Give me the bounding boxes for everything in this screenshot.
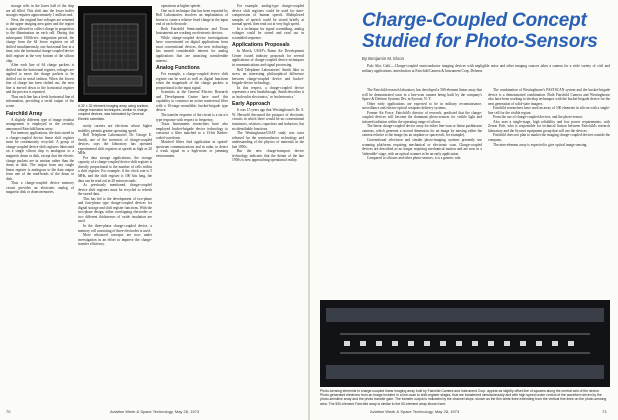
page-footer: Aviation Week & Space Technology, May 28, 1973 bbox=[370, 409, 460, 414]
intro-paragraph bbox=[362, 64, 610, 86]
section-heading: Analog Functions bbox=[156, 65, 200, 72]
paragraph: Other early applications are expected to be in military reconnaissance, surveillance and electro-optical weapons delivery systems. bbox=[362, 101, 482, 111]
paragraph: This has led to the development of two-phase and four-phase type charge-coupled devices for digital storage and shift register functions. With the two-phase design, either overlapping electrodes or two different thicknesses of oxide insulation are used. bbox=[78, 196, 152, 224]
paragraph: storage cells in the lower half of the chip are all filled. This shift into the lower buffer storages requires approximately 1 millisecond. bbox=[6, 4, 74, 18]
paragraph: One such technique that has been reported by Bell Laboratories involves an implantation of boron to create a relative fixed charge in the input end of each electrode. bbox=[156, 8, 228, 27]
byline: By Benjamin M. Elson bbox=[362, 56, 405, 61]
paragraph: Former Air Force, Fairchild's director of research, predicted that the charge-coupled devices will become the dominant photo-sensors for visible light and infrared radiation within the operating range of silicon. bbox=[362, 110, 482, 124]
paragraph: For example, a charge-coupled device shift register can be used as well as digital functions when the magnitude of the charge packets is proportional to the input signal. bbox=[156, 72, 228, 90]
left-page bbox=[0, 0, 308, 420]
paragraph: A slightly different type of image readout arrangement is employed in the recently announced Fairchild linear array. bbox=[6, 117, 74, 131]
linear-array-photo bbox=[320, 300, 610, 387]
paragraph: Texas Instruments researchers have also employed bucket-brigade device technology to construct a filter matched to a 13-bit Barker-coded waveform. bbox=[156, 122, 228, 140]
paragraph: In a technique for signal scrambling, analog voltages could be stored and read out in scrambled sequence. bbox=[232, 26, 304, 40]
page-number: 70 bbox=[6, 409, 11, 414]
left-col-4 bbox=[232, 4, 304, 404]
paragraph: As previously mentioned, charge-coupled device shift registers must be recycled to refresh the stored data. bbox=[78, 183, 152, 197]
left-col-3 bbox=[156, 4, 228, 404]
paragraph: The Fairchild research laboratory has developed a 500-element linear array that will be demonstrated soon in a line-scan camera being built by the company's Space & Defense Systems Div. in Syosset, N. Y. bbox=[362, 88, 482, 102]
paragraph: The transfer response of the circuit is a sin x/x type response with respect to frequency. bbox=[156, 113, 228, 122]
paragraph: Next, the original line voltages are returned to the upper imaging area gates and the region is again allowed to collect charge in proportion to the illumination on each cell. During this subsequent 1/60th-sec. integration period, the charge from the 64 lower registers on all shifted simultaneously, one horizontal line at a time, into the horizontal charge-coupled device shift register at the very bottom of the silicon chip. bbox=[6, 17, 74, 63]
paragraph: Thus each line has a fresh horizontal line of information, providing a serial output of the scene. bbox=[6, 94, 74, 109]
imaging-array-figure bbox=[78, 6, 152, 102]
paragraph: It was 15 years ago that Westinghouse's Dr. S. W. Herwald discussed the prospect of electronic circuits in which there would be no conventional transistors, resistors, capacitors and inductors, but no identifiable functions. bbox=[232, 108, 304, 131]
paragraph: Fairchild researchers have used an array of 100 elements in silicon with a single-line cell for the visible region. bbox=[488, 106, 610, 115]
paragraph: Matched filters find application in spread-spectrum communications and in radar, to detect a weak signal in a high-noise or jamming environment. bbox=[156, 140, 228, 158]
paragraph: Bell Telephone Laboratories' Smith likes to stress an interesting philosophical difference between charge-coupled device and bucket-brigade device technology. bbox=[232, 67, 304, 86]
paragraph: For memory applications, the data stored in a charge-coupled device linear shift register must be continuously recycled. A group of charge-coupled device shift registers fabricated on a single silicon chip is analogous to a magnetic drum or disk, except that the electric charge packets are in motion rather than the drum or disk. The output from any single linear register is analogous to the data output from one of the read-heads of the drum or disk. bbox=[6, 131, 74, 181]
paragraph: While charge-coupled device investigations have concentrated on digital applications from most conventional devices, the new technology has earned considerable interest for analog applications that are attracting considerable interest. bbox=[156, 35, 228, 63]
paragraph: In the three-phase charge-coupled device, a memory cell consisting of three electrodes is used. bbox=[78, 224, 152, 233]
paragraph: But the new charge-transport device technology indicates that the dream of the late 1950s is now approaching operational reality. bbox=[232, 149, 304, 163]
paragraph: For data storage applications, the storage capacity of a charge-coupled device shift register is directly proportional to the number of cells within a shift register. For example, if the clock rate is 5 MHz, and the shift register is 100 bits long, the data can be read out in 20 microseconds. bbox=[78, 155, 152, 183]
paragraph: Conventional television and similar photo-imaging systems presently use scanning platforms requiring mechanical or electronic scan. Charge-coupled devices are described as no longer requiring mechanical motion and are now in a 'tinkerable' stage, with an optical scanner to be an early application. bbox=[362, 138, 482, 156]
paragraph: Also uses a single-stage, high reliability and low power requirements, with Zenon Pole, who is responsible for technical liaison between Fairchild's research laboratory and the Syosset equipment group that will use the devices. bbox=[488, 119, 610, 133]
paragraph: From the use of charge-coupled devices, and the photo-sensor. bbox=[493, 115, 583, 120]
paragraph: In March, USAF's Rome Air Development Center issued industry proposals for several applications of charge-coupled device techniques in communications and signal processing. bbox=[232, 49, 304, 68]
paragraph: After each line of 64 charge packets is shifted into the horizontal register, voltages are applied to move the charge packets to be shifted out in serial fashion. When the lowest line of charge has been shifted out, the next line is moved down to the horizontal register and the process is repeated. bbox=[6, 63, 74, 95]
section-heading: Applications Proposals bbox=[232, 42, 290, 49]
paragraph: The Westinghouse/USAF study was soon released for the semiconductor technology and understanding of the physics of materials in the late 1950s. bbox=[232, 131, 304, 149]
section-heading: Early Approach bbox=[232, 101, 271, 108]
paragraph: The combination of Westinghouse's FASTSCAN system and the bucket-brigade device is a demonstrated combination. Both Fairchild Camera and Westinghouse also have been working to develop techniques with the bucket-brigade device for the next generation of solid-state imagers. bbox=[488, 88, 610, 106]
title-line-2: Studied for Photo-Sensors bbox=[362, 31, 598, 52]
left-col-2 bbox=[78, 124, 152, 406]
left-col-1 bbox=[6, 4, 74, 404]
paragraph: More advanced concepts are now under investigation in an effort to improve the charge-transfer efficiency. bbox=[78, 233, 152, 247]
right-col-1 bbox=[362, 88, 482, 288]
page-footer: Aviation Week & Space Technology, May 28, 1973 bbox=[110, 409, 200, 414]
paragraph: Scientists at the General Electric Research and Development Center have used this capability to construct an active transversal filter with a 16-stage monolithic bucket-brigade type device. bbox=[156, 90, 228, 113]
title-line-1: Charge-Coupled Concept bbox=[362, 10, 587, 31]
paragraph: The nine-element array is expected to give optical image sensing. bbox=[493, 142, 588, 147]
figure-caption: A 32 × 32 element imaging array using surface-charge transistor techniques, similar to charge-coupled devices, was fabricated by General Electric scientists. bbox=[78, 104, 150, 121]
paragraph: Compared to silicons and other photo-sensors, it is a generic rule. bbox=[367, 156, 462, 161]
paragraph: Bell Telephone Laboratories' Dr. George E. Smith, one of the inventors of charge-coupled devices, says the laboratory has operated experimental shift registers at speeds as high as 20 MHz. bbox=[78, 133, 152, 156]
paragraph: Palo Alto, Calif.—Charge-coupled semiconductor imaging devices with negligible noise and other imaging sources takes a camera for a wide variety of civil and military applications, introduction at Fairchild Camera & Instrument Corp. Defense. bbox=[362, 64, 610, 73]
paragraph: For example, analog-type charge-coupled device shift registers could be used for time-compression of human speech. Multiplexed samples of speech could be stored briefly at normal speed, then read out at very high speed. bbox=[232, 4, 304, 27]
paragraph: nority carriers are electrons whose higher mobility permits greater operating speed. bbox=[78, 124, 152, 133]
article-title bbox=[362, 10, 612, 52]
imaging-array-icon bbox=[78, 6, 152, 102]
page-number: 73 bbox=[602, 409, 607, 414]
paragraph: Fairchild does not plan to market the imaging charge-coupled devices outside the company. bbox=[488, 133, 610, 143]
linear-array-icon bbox=[320, 300, 610, 387]
section-heading: Fairchild Array bbox=[6, 110, 43, 117]
paragraph: operations at higher speeds. bbox=[161, 4, 201, 8]
right-col-2 bbox=[488, 88, 610, 288]
paragraph: Thus a charge-coupled device memory circuit provides an electronic analog of magnetic disk or drum memories. bbox=[6, 181, 74, 195]
photo-caption: Photo-sensing elements in charge-coupled linear imaging array built by Fairchild Camera and Instrument Corp. appear as slightly offset line of squares along the central axis of the device. Photo-generated electrons from an image incident in a line-scan to shift-register stages, that are transferred simultaneously and with high speed under control of the waveform driven by the photo-sensitive array and the photo transfer gate. The transfer output is indicated by the channel stops, shown as the thin white lines extending from the vertical fine lines on the photo-sensing area. The 500-element Fairchild array is similar to the 60-element array shown here. bbox=[320, 389, 607, 406]
paragraph: In this respect, a charge-coupled device represents a new breakthrough. Smith describes it as 'molecular electronics,' or 'moleotronics.' bbox=[232, 85, 304, 99]
paragraph: Both Fairchild Semiconductor and Texas Instruments are working on electronic devices. bbox=[156, 26, 228, 36]
paragraph: The linear charge-coupled device array for either line-scan or linear pushbroom cameras, which generate a second dimension for an image by moving either the camera relative to the image (as an airplane or spacecraft, for example). bbox=[362, 124, 482, 138]
